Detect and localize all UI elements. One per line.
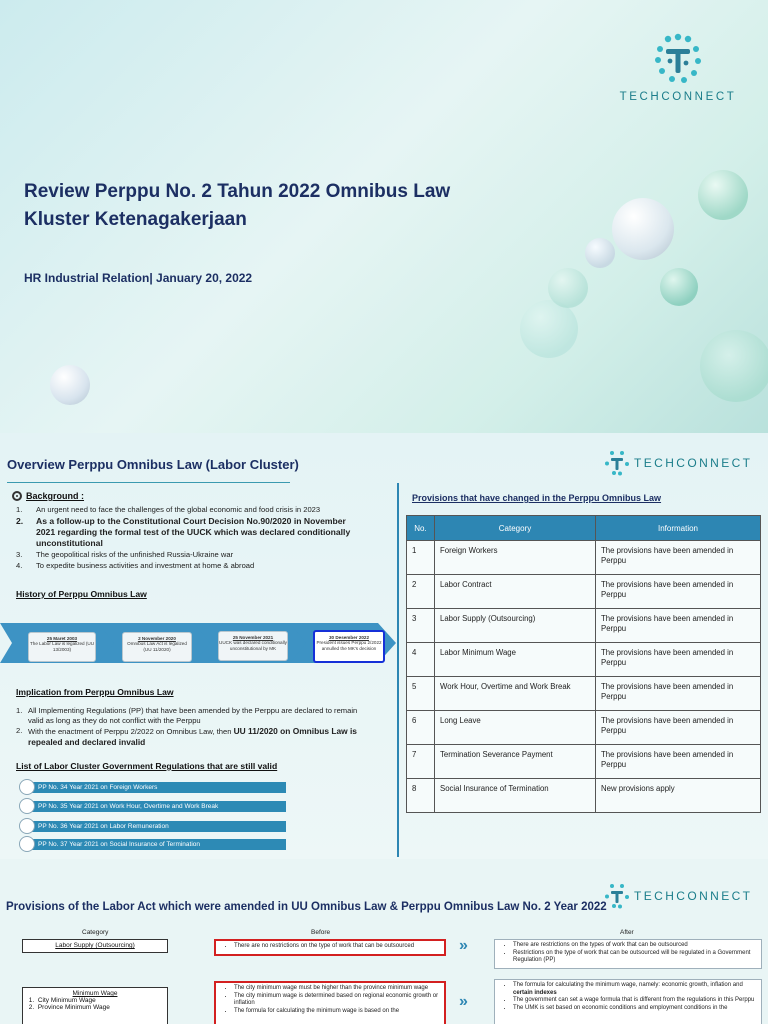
slide-title: Overview Perppu Omnibus Law (Labor Cluster): [7, 457, 299, 472]
background-label-text: Background :: [26, 491, 85, 501]
list-item: 3. The geopolitical risks of the unfinished Russia-Ukraine war: [16, 550, 234, 559]
after-box: [494, 979, 762, 1024]
table-cell: The provisions have been amended in Perppu: [596, 677, 761, 711]
techconnect-logo-icon: [652, 33, 704, 85]
column-header: After: [620, 929, 634, 936]
table-cell: 6: [407, 711, 435, 745]
table-cell: Work Hour, Overtime and Work Break: [435, 677, 596, 711]
provisions-title: Provisions that have changed in the Perppu Omnibus Law: [412, 493, 662, 503]
orb-decoration: [700, 330, 768, 402]
presentation-subtitle: HR Industrial Relation| January 20, 2022: [24, 271, 253, 285]
regulation-item: PP No. 34 Year 2021 on Foreign Workers: [28, 782, 286, 793]
table-cell: 7: [407, 745, 435, 779]
implication-label: Implication from Perppu Omnibus Law: [16, 687, 174, 697]
timeline-step: 25 Maret 2003 The Labor Law is legalized (UU 13/2003): [28, 632, 96, 662]
table-row: [407, 541, 761, 575]
regulation-item: PP No. 35 Year 2021 on Work Hour, Overtime and Work Break: [28, 801, 286, 812]
table-header: No.: [407, 516, 435, 541]
before-box: [214, 939, 446, 956]
implication-list: [16, 706, 361, 748]
list-item: 1. City Minimum Wage: [27, 997, 96, 1004]
list-item: • The city minimum wage is determined based on regional economic growth or inflation: [234, 993, 440, 1008]
table-header-row: [407, 516, 761, 541]
title-line: Kluster Ketenagakerjaan: [24, 209, 247, 230]
list-item: 2. With the enactment of Perppu 2/2022 on Omnibus Law, then UU 11/2020 on Omnibus Law is repealed and declared invalid: [16, 726, 357, 747]
list-item: 1. An urgent need to face the challenges of the global economic and food crisis in 2023: [16, 505, 321, 514]
table-cell: 4: [407, 643, 435, 677]
logo-text: TECHCONNECT: [634, 456, 753, 470]
table-cell: The provisions have been amended in Perppu: [596, 711, 761, 745]
table-cell: 3: [407, 609, 435, 643]
regulation-item: PP No. 36 Year 2021 on Labor Remuneration: [28, 821, 286, 832]
slide-title: Provisions of the Labor Act which were amended in UU Omnibus Law & Perppu Omnibus Law No. 2 Year 2022: [6, 901, 607, 913]
table-cell: 8: [407, 779, 435, 813]
bullet-circle-icon: [19, 836, 35, 852]
chevron-right-icon: »: [459, 993, 468, 1010]
list-item: • The formula for calculating the minimum wage, namely: economic growth, inflation and certain indexes: [513, 982, 757, 997]
orb-decoration: [698, 170, 748, 220]
table-row: [407, 677, 761, 711]
table-cell: 2: [407, 575, 435, 609]
table-row: [407, 575, 761, 609]
title-slide: [0, 0, 768, 433]
column-header: Before: [311, 929, 331, 936]
background-label: [12, 491, 84, 501]
table-cell: The provisions have been amended in Perppu: [596, 541, 761, 575]
category-box: Labor Supply (Outsourcing): [22, 939, 168, 953]
table-header: Category: [435, 516, 596, 541]
timeline-step-current: 30 Desember 2022 President issues Perppu 2/2022 annulled the MK's decision: [313, 630, 385, 663]
table-cell: New provisions apply: [596, 779, 761, 813]
techconnect-logo-icon: [604, 450, 630, 476]
presentation-title: [24, 178, 450, 234]
list-item: • The city minimum wage must be higher than the province minimum wage: [234, 985, 440, 993]
overview-slide: [0, 433, 768, 859]
techconnect-logo-icon: [604, 883, 630, 909]
table-row: [407, 711, 761, 745]
orb-decoration: [548, 268, 588, 308]
amended-provisions-slide: [0, 859, 768, 1024]
techconnect-logo: [604, 883, 752, 909]
background-list: [16, 505, 361, 572]
table-row: [407, 745, 761, 779]
table-cell: Social Insurance of Termination: [435, 779, 596, 813]
list-item: 2. As a follow-up to the Constitutional Court Decision No.90/2020 in November 2021 regarding the formal test of the UUCK which was declared conditionally unconstitutional: [16, 516, 351, 548]
orb-decoration: [585, 238, 615, 268]
history-label: History of Perppu Omnibus Law: [16, 589, 147, 599]
list-item: 1. All Implementing Regulations (PP) that have been amended by the Perppu are declared to remain valid as long as they do not conflict with the Perppu: [16, 706, 358, 725]
table-cell: The provisions have been amended in Perppu: [596, 745, 761, 779]
table-cell: Labor Supply (Outsourcing): [435, 609, 596, 643]
table-cell: Termination Severance Payment: [435, 745, 596, 779]
list-item: • The UMK is set based on economic conditions and employment conditions in the: [513, 1005, 757, 1013]
category-box: Minimum Wage 1. City Minimum Wage 2. Province Minimum Wage: [22, 987, 168, 1024]
table-cell: Foreign Workers: [435, 541, 596, 575]
title-line: Review Perppu No. 2 Tahun 2022 Omnibus Law: [24, 181, 451, 202]
vertical-divider: [397, 483, 399, 857]
column-header: Category: [82, 929, 109, 936]
table-cell: 1: [407, 541, 435, 575]
list-item: 4. To expedite business activities and investment at home & abroad: [16, 561, 255, 570]
table-cell: Labor Minimum Wage: [435, 643, 596, 677]
list-item: • There are restrictions on the types of work that can be outsourced: [513, 942, 757, 950]
before-box: [214, 981, 446, 1024]
regulation-item: PP No. 37 Year 2021 on Social Insurance of Termination: [28, 839, 286, 850]
list-item: • The government can set a wage formula that is different from the regulations in this Perppu: [513, 997, 757, 1005]
orb-decoration: [50, 365, 90, 405]
regulations-label: List of Labor Cluster Government Regulations that are still valid: [16, 761, 278, 771]
table-cell: The provisions have been amended in Perppu: [596, 609, 761, 643]
timeline-step: 25 November 2021 UUCK was declared conditionally unconstitutional by MK: [218, 631, 288, 661]
orb-decoration: [520, 300, 578, 358]
table-row: [407, 609, 761, 643]
table-cell: Long Leave: [435, 711, 596, 745]
table-cell: Labor Contract: [435, 575, 596, 609]
chevron-right-icon: »: [459, 937, 468, 954]
target-icon: [12, 491, 22, 501]
table-row: [407, 779, 761, 813]
table-cell: 5: [407, 677, 435, 711]
logo-text: TECHCONNECT: [619, 91, 737, 103]
timeline-step: 2 November 2020 Omnibus Law Act is legalized (UU 11/2020): [122, 632, 192, 662]
list-item: 2. Province Minimum Wage: [27, 1004, 110, 1011]
list-item: • Restrictions on the type of work that can be outsourced will be regulated in a Government Regulation (PP): [513, 950, 757, 965]
bullet-circle-icon: [19, 798, 35, 814]
bullet-circle-icon: [19, 818, 35, 834]
list-item: • There are no restrictions on the type of work that can be outsourced: [234, 943, 440, 951]
table-cell: The provisions have been amended in Perppu: [596, 643, 761, 677]
techconnect-logo: [604, 450, 752, 476]
after-box: [494, 939, 762, 969]
table-row: [407, 643, 761, 677]
provisions-table: [406, 515, 761, 813]
orb-decoration: [660, 268, 698, 306]
techconnect-logo: [618, 33, 738, 103]
table-cell: The provisions have been amended in Perppu: [596, 575, 761, 609]
logo-text: TECHCONNECT: [634, 889, 753, 903]
divider: [7, 482, 290, 483]
list-item: • The formula for calculating the minimum wage is based on the: [234, 1008, 440, 1016]
bullet-circle-icon: [19, 779, 35, 795]
orb-decoration: [612, 198, 674, 260]
table-header: Information: [596, 516, 761, 541]
